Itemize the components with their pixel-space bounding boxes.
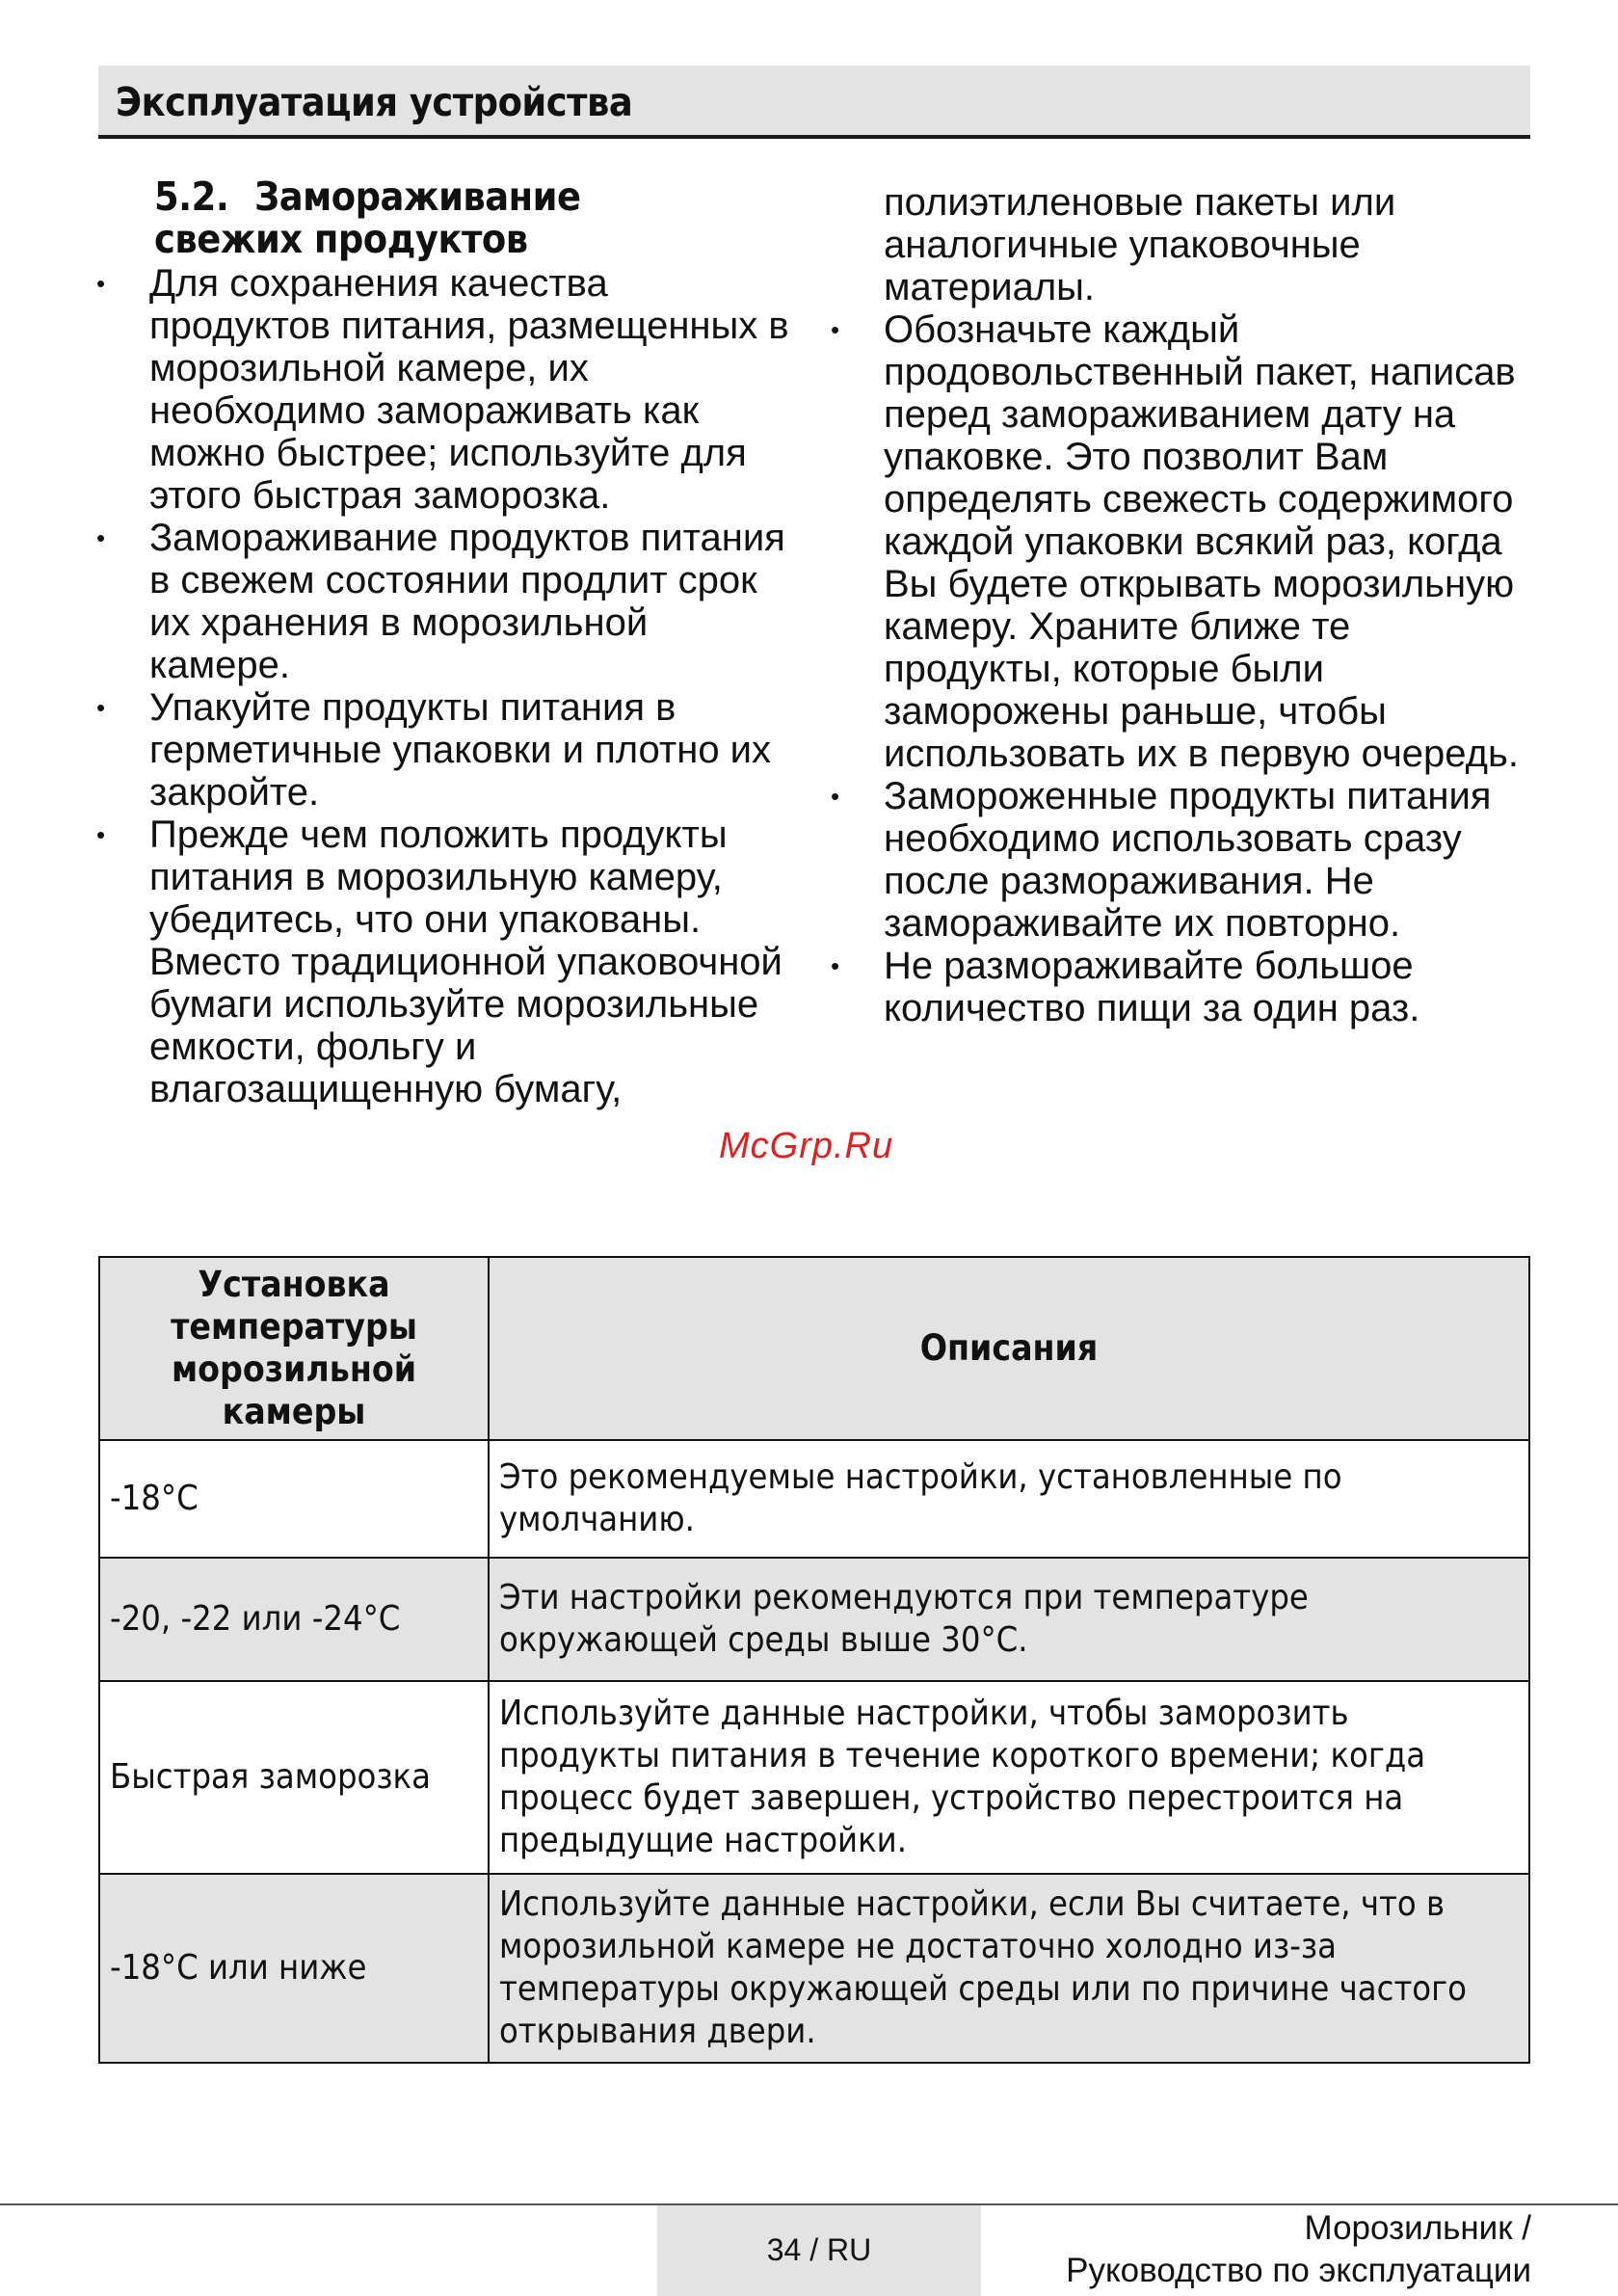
list-item: • Обозначьте каждый продовольственный пакет, написав перед замораживанием дату на упаковке. Это позволит Вам определять свежесть содержимого каждой упаковки всякий раз, когда Вы будете открывать морозильную камеру. Храните ближе те продукты, которые были заморожены раньше, чтобы использовать их в первую очередь. bbox=[831, 308, 1534, 775]
table-cell-description: Это рекомендуемые настройки, установленные по умолчанию. bbox=[489, 1440, 1529, 1558]
right-column bbox=[831, 181, 1534, 1029]
page-number-box bbox=[657, 2205, 981, 2296]
section-number: 5.2. bbox=[154, 174, 229, 220]
table-header-row bbox=[99, 1257, 1529, 1440]
freezer-settings-table bbox=[98, 1256, 1530, 2064]
left-column bbox=[96, 175, 790, 1110]
table-row bbox=[99, 1558, 1529, 1681]
table-cell-setting: -20, -22 или -24°C bbox=[99, 1558, 489, 1681]
header-title: Эксплуатация устройства bbox=[116, 79, 633, 125]
section-heading bbox=[154, 175, 790, 260]
table-header-setting: Установка температуры морозильной камеры bbox=[99, 1257, 489, 1440]
footer-line1: Морозильник / bbox=[1304, 2209, 1531, 2247]
table-cell-description: Эти настройки рекомендуются при температуре окружающей среды выше 30°C. bbox=[489, 1558, 1529, 1681]
watermark: McGrp.Ru bbox=[719, 1126, 894, 1166]
footer-document-title bbox=[1066, 2207, 1531, 2292]
table-cell-description: Используйте данные настройки, чтобы заморозить продукты питания в течение короткого времени; когда процесс будет завершен, устройство перестроится на предыдущие настройки. bbox=[489, 1681, 1529, 1874]
section-title-line1: Замораживание bbox=[254, 174, 581, 220]
section-title-line2: свежих продуктов bbox=[154, 216, 528, 262]
table-cell-setting: -18°C или ниже bbox=[99, 1874, 489, 2063]
list-item: • Не размораживайте большое количество пищи за один раз. bbox=[831, 945, 1534, 1029]
table-header-description: Описания bbox=[489, 1257, 1529, 1440]
footer-line2: Руководство по эксплуатации bbox=[1066, 2252, 1531, 2289]
list-item: • Замороженные продукты питания необходимо использовать сразу после размораживания. Не замораживайте их повторно. bbox=[831, 775, 1534, 945]
table-cell-description: Используйте данные настройки, если Вы считаете, что в морозильной камере не достаточно холодно из-за температуры окружающей среды или по причине частого открывания двери. bbox=[489, 1874, 1529, 2063]
page-number: 34 / RU bbox=[766, 2232, 872, 2267]
table-row bbox=[99, 1874, 1529, 2063]
section-header-bar bbox=[98, 66, 1530, 139]
list-item: • Замораживание продуктов питания в свежем состоянии продлит срок их хранения в морозильной камере. bbox=[96, 517, 790, 686]
left-bullet-list bbox=[96, 262, 790, 1110]
table-cell-setting: Быстрая заморозка bbox=[99, 1681, 489, 1874]
right-bullet-list bbox=[831, 308, 1534, 1029]
list-item: • Упакуйте продукты питания в герметичные упаковки и плотно их закройте. bbox=[96, 686, 790, 814]
table-row bbox=[99, 1440, 1529, 1558]
list-item: • Прежде чем положить продукты питания в морозильную камеру, убедитесь, что они упакованы. Вместо традиционной упаковочной бумаги используйте морозильные емкости, фольгу и влагозащищенную бумагу, bbox=[96, 814, 790, 1110]
table-cell-setting: -18°C bbox=[99, 1440, 489, 1558]
list-item: • Для сохранения качества продуктов питания, размещенных в морозильной камере, их необходимо замораживать как можно быстрее; используйте для этого быстрая заморозка. bbox=[96, 262, 790, 517]
table-row bbox=[99, 1681, 1529, 1874]
list-item-continuation: полиэтиленовые пакеты или аналогичные упаковочные материалы. bbox=[884, 181, 1396, 308]
